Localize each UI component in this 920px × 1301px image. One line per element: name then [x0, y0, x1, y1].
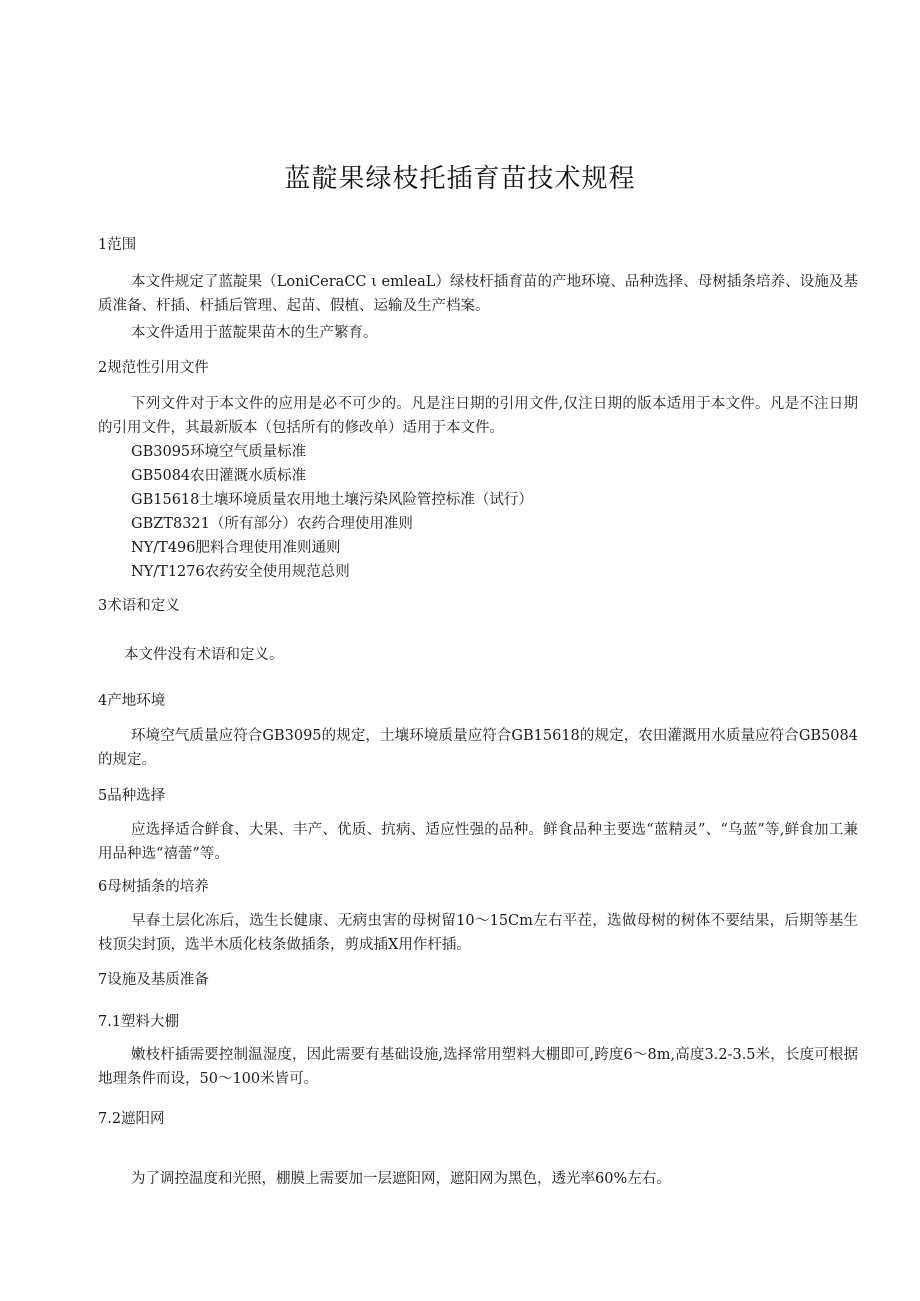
- reference-item: GB15618土壤环境质量农用地土壤污染风险管控标准（试行）: [131, 492, 533, 508]
- section-1-paragraph-2: 本文件适用于蓝靛果苗木的生产繁育。: [131, 325, 378, 341]
- section-7-heading: 7设施及基质准备: [98, 972, 209, 988]
- section-1-paragraph-1: 本文件规定了蓝靛果（LoniCeraCC ι emleaL）绿枝杆插育苗的产地环境、品种选择、母树插条培养、设施及基质准备、杆插、杆插后管理、起苗、假植、运输及生产档案。: [98, 274, 858, 314]
- reference-item: GB3095环境空气质量标准: [131, 444, 307, 460]
- section-6-heading: 6母树插条的培养: [98, 879, 209, 895]
- page-title: 蓝靛果绿枝托插育苗技术规程: [284, 164, 636, 194]
- section-1-heading: 1范围: [98, 237, 137, 253]
- section-7-1-heading: 7.1塑料大棚: [98, 1014, 180, 1030]
- section-2-heading: 2规范性引用文件: [98, 360, 209, 376]
- section-6-paragraph-1: 早春土层化冻后，选生长健康、无病虫害的母树留10～15Cm左右平茬，选做母树的树体不要结果，后期等基生枝顶尖封顶，选半木质化枝条做插条，剪成插X用作杆插。: [98, 913, 858, 953]
- reference-item: NY/T496肥料合理使用准则通则: [131, 540, 341, 556]
- section-5-paragraph-1: 应选择适合鲜食、大果、丰产、优质、抗病、适应性强的品种。鲜食品种主要选“蓝精灵”、“乌蓝”等,鲜食加工兼用品种选“禧蕾”等。: [98, 822, 858, 862]
- reference-item: GB5084农田灌溉水质标准: [131, 468, 307, 484]
- section-5-heading: 5品种选择: [98, 788, 166, 804]
- section-2-paragraph-1: 下列文件对于本文件的应用是必不可少的。凡是注日期的引用文件,仅注日期的版本适用于本文件。凡是不注日期的引用文件，其最新版本（包括所有的修改单）适用于本文件。: [98, 396, 858, 436]
- reference-item: NY/T1276农药安全使用规范总则: [131, 564, 350, 580]
- section-7-2-paragraph-1: 为了调控温度和光照，棚膜上需要加一层遮阳网，遮阳网为黑色，透光率60%左右。: [131, 1171, 671, 1187]
- reference-list: [98, 440, 858, 584]
- section-7-1-paragraph-1: 嫩枝杆插需要控制温湿度，因此需要有基础设施,选择常用塑料大棚即可,跨度6～8m,高度3.2-3.5米，长度可根据地理条件而设，50～100米皆可。: [98, 1047, 858, 1087]
- section-3-heading: 3术语和定义: [98, 598, 180, 614]
- section-3-paragraph-1: 本文件没有术语和定义。: [124, 647, 284, 663]
- section-4-heading: 4产地环境: [98, 693, 166, 709]
- section-7-2-heading: 7.2遮阳网: [98, 1111, 165, 1127]
- reference-item: GBZT8321（所有部分）农药合理使用准则: [131, 516, 413, 532]
- section-4-paragraph-1: 环境空气质量应符合GB3095的规定，土壤环境质量应符合GB15618的规定，农田灌溉用水质量应符合GB5084的规定。: [98, 728, 858, 768]
